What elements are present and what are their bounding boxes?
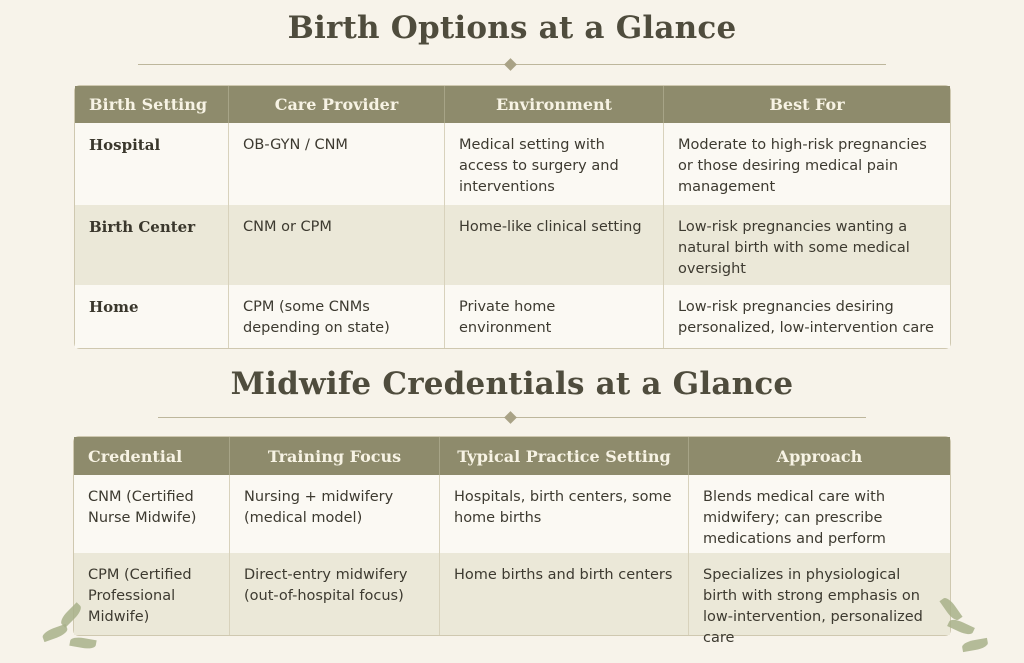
- setting-name: Birth Center: [75, 205, 229, 285]
- setting-name: Hospital: [75, 123, 229, 205]
- credential-name: CNM (Certified Nurse Midwife): [74, 475, 230, 553]
- table-header-row: [74, 437, 950, 475]
- column-header: Training Focus: [230, 437, 440, 475]
- page-title: Birth Options at a Glance: [287, 10, 737, 46]
- table-cell: Nursing + midwifery (medical model): [230, 475, 440, 553]
- table-cell: Blends medical care with midwifery; can prescribe medications and perform: [703, 489, 886, 547]
- leaf-icon: [947, 617, 975, 637]
- column-header: Environment: [445, 86, 664, 123]
- midwife-credentials-table: [73, 436, 951, 646]
- column-header: Best For: [769, 95, 845, 114]
- divider-ornament: [504, 411, 517, 424]
- table-row: [74, 475, 950, 553]
- divider-ornament: [504, 58, 517, 71]
- credential-name: CPM (Certified Professional Midwife): [74, 553, 230, 635]
- table-cell: OB-GYN / CNM: [229, 123, 445, 205]
- table-row: [75, 285, 950, 348]
- table-header-row: [75, 86, 950, 123]
- leaf-icon: [69, 636, 96, 650]
- column-header: Typical Practice Setting: [440, 437, 689, 475]
- table-cell: Low-risk pregnancies wanting a natural birth with some medical oversight: [678, 219, 910, 277]
- table-row: [75, 123, 950, 205]
- table-cell: CPM (some CNMs depending on state): [229, 285, 445, 348]
- column-header: Care Provider: [229, 86, 445, 123]
- table-cell: Home-like clinical setting: [445, 205, 664, 285]
- column-header: Approach: [776, 446, 863, 466]
- table-cell: Medical setting with access to surgery and interventions: [445, 123, 664, 205]
- table-cell: Specializes in physiological birth with strong emphasis on low-intervention, personalized care: [703, 567, 923, 646]
- column-header: Birth Setting: [75, 86, 229, 123]
- table-cell: Hospitals, birth centers, some home births: [440, 475, 689, 553]
- table-cell: Home births and birth centers: [440, 553, 689, 635]
- birth-options-table: [74, 85, 951, 349]
- section-title: Midwife Credentials at a Glance: [230, 366, 794, 402]
- setting-name: Home: [75, 285, 229, 348]
- table-cell: CNM or CPM: [229, 205, 445, 285]
- table-row: [74, 553, 950, 646]
- column-header: Credential: [74, 437, 230, 475]
- table-cell: Direct-entry midwifery (out-of-hospital focus): [230, 553, 440, 635]
- table-cell: Private home environment: [445, 285, 664, 348]
- table-cell: Low-risk pregnancies desiring personalized, low-intervention care: [678, 299, 934, 336]
- table-cell: Moderate to high-risk pregnancies or those desiring medical pain management: [678, 137, 927, 195]
- leaf-icon: [961, 638, 988, 652]
- table-row: [75, 205, 950, 285]
